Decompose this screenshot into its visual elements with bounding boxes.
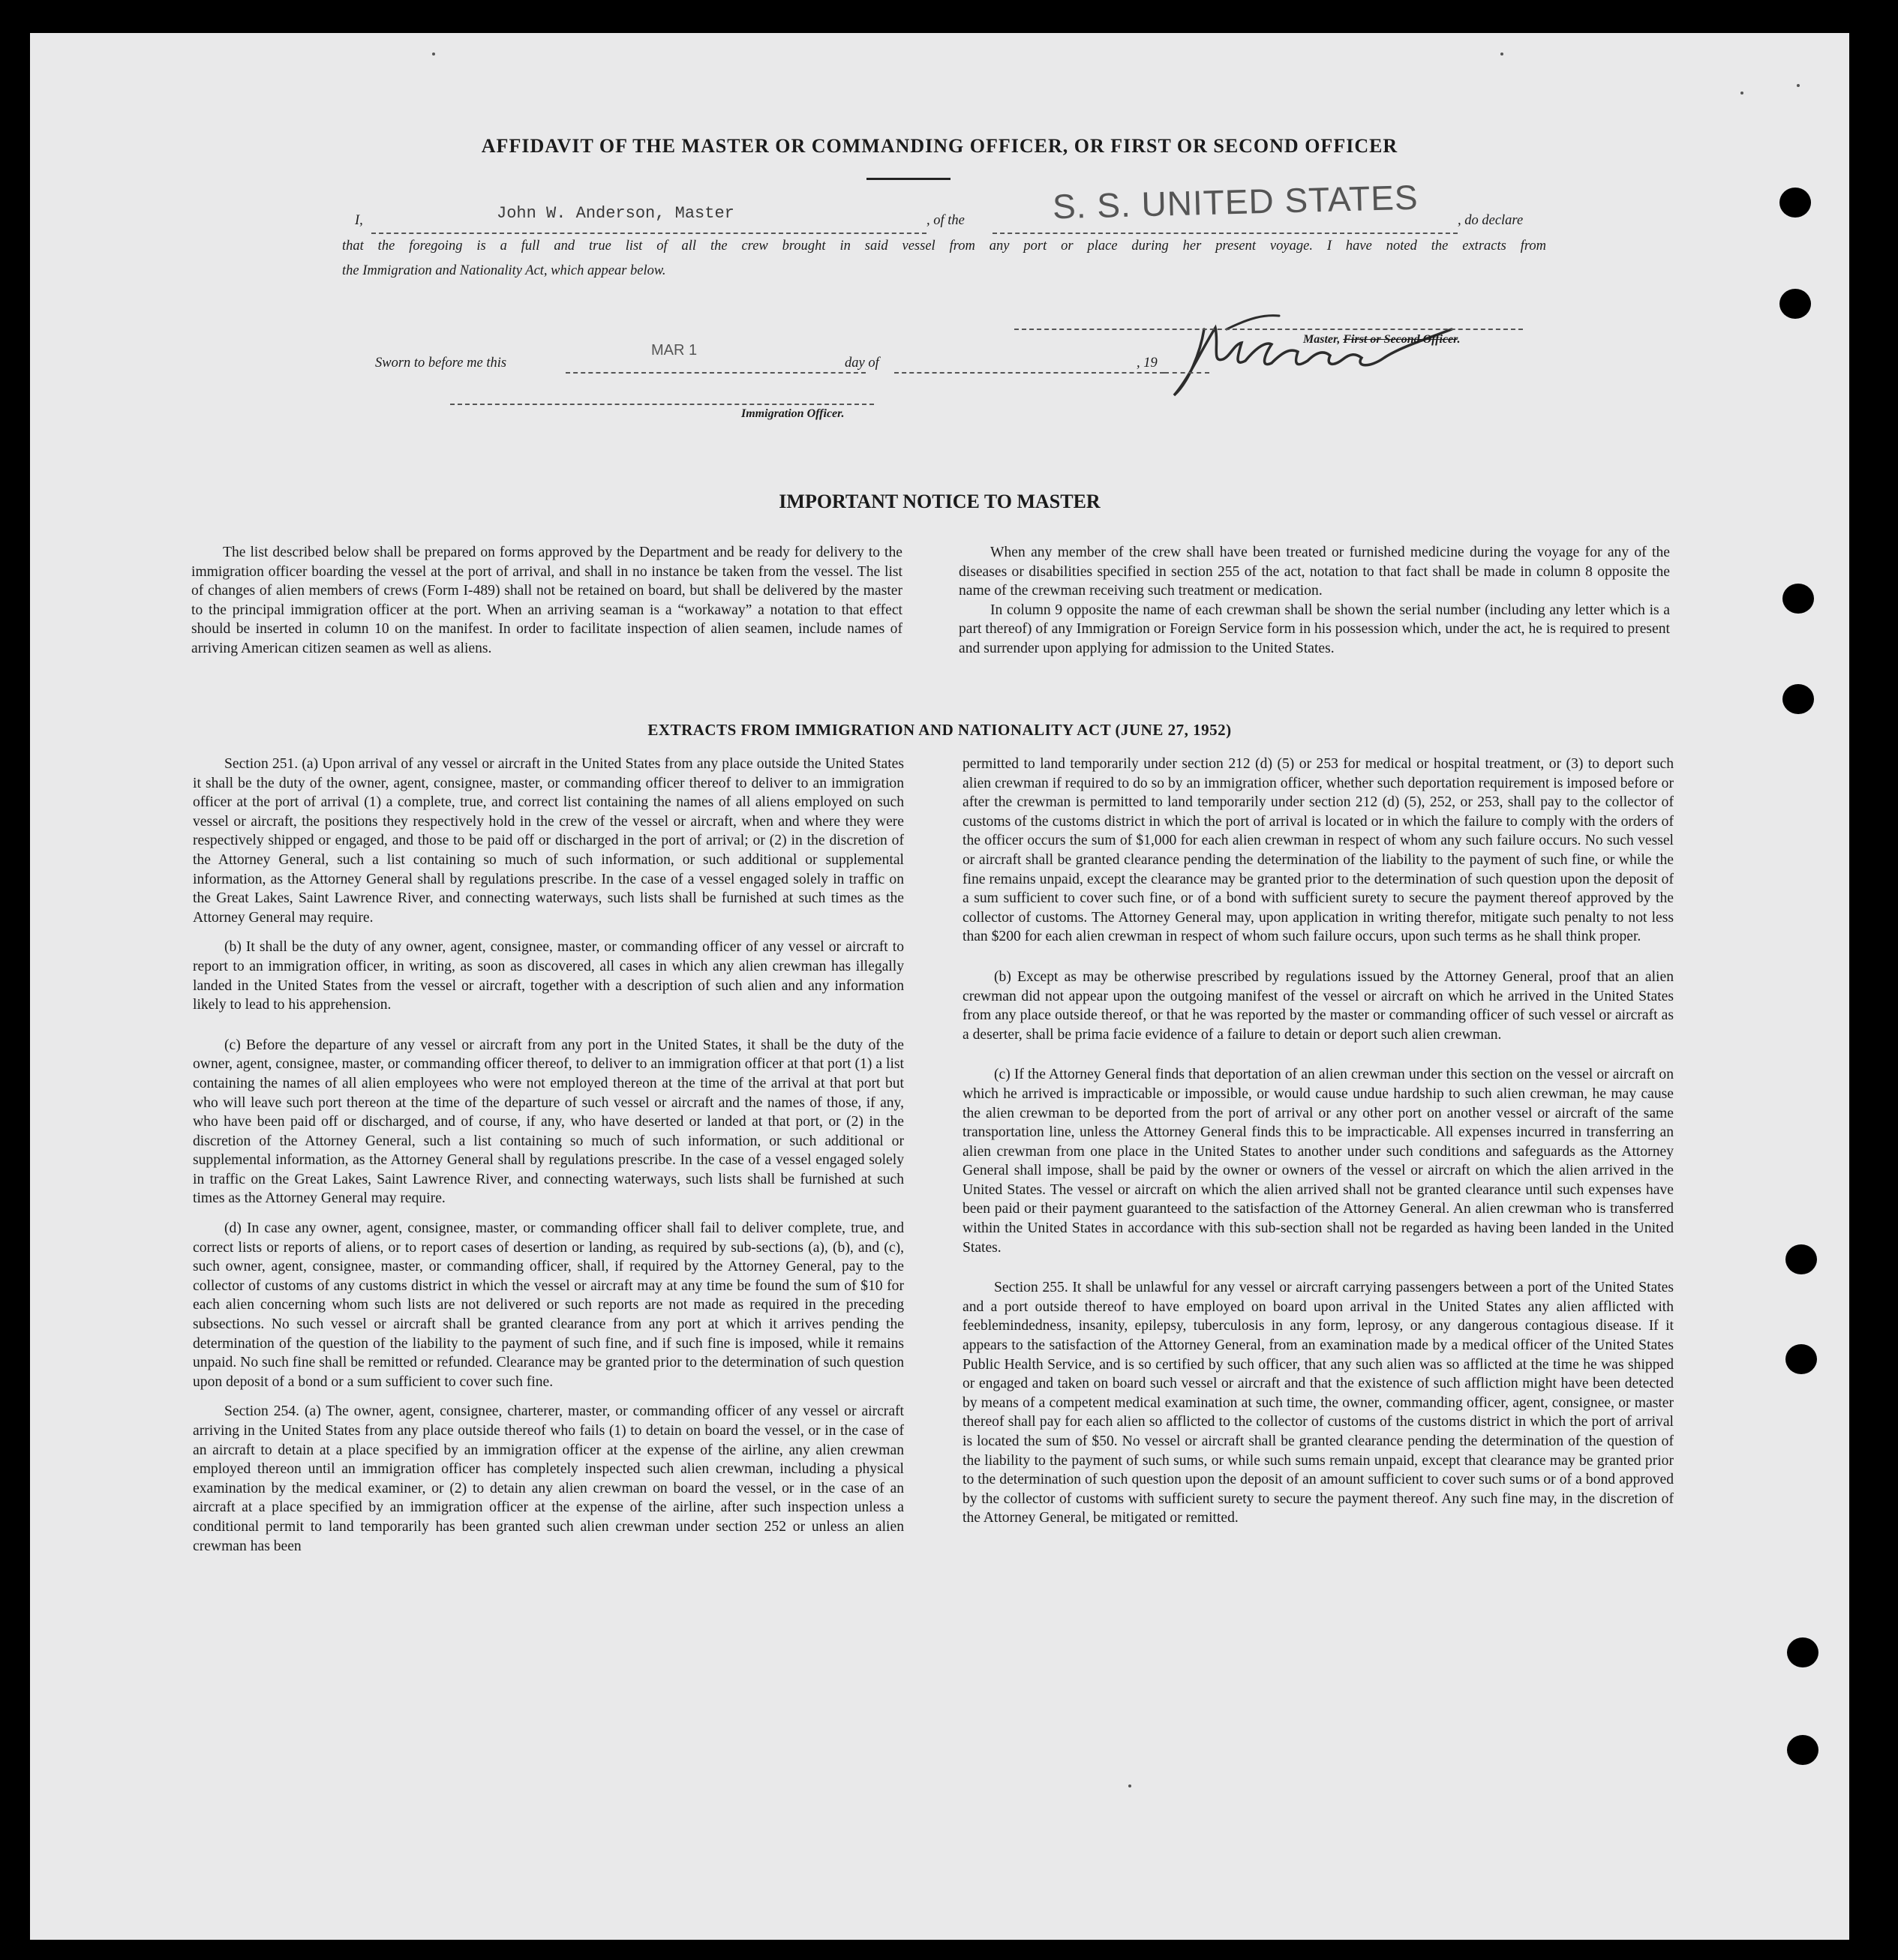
master-title	[1303, 333, 1461, 347]
sworn-date-stamp: MAR 1	[651, 342, 698, 359]
declaration-line-2: the Immigration and Nationality Act, which appear below.	[342, 263, 666, 278]
dust-speck	[432, 53, 435, 56]
extracts-left-column	[193, 755, 904, 1556]
punch-hole	[1779, 188, 1811, 218]
section-251-a: Section 251. (a) Upon arrival of any vessel or aircraft in the United States from any place outside the United States it shall be the duty of the owner, agent, consignee, master, or commanding officer thereof to deliver to an immigration officer at the port of arrival (1) a complete, true, and correct list containing the names of all aliens employed on such vessel or aircraft, the positions they respectively hold in the crew of the vessel or aircraft, when and where they were respectively shipped or engaged, and those to be paid off or discharged in the port of arrival; or (2) in the discretion of the Attorney General, such a list containing so much of such information, or such additional or supplemental information, as the Attorney General shall by regulations prescribe. In the case of a vessel engaged solely in traffic on the Great Lakes, Saint Lawrence River, and connecting waterways, such lists shall be furnished at such times as the Attorney General may require.	[193, 756, 904, 926]
section-254-c: (c) If the Attorney General finds that deportation of an alien crewman under this section on the vessel or aircraft on which he arrived is impracticable or impossible, or would cause undue hardship to such alien crewman, he may cause the alien crewman to be deported from the port of arrival or any other port on another vessel or aircraft of the same transportation line, unless the Attorney General finds this to be impracticable. All expenses incurred in transferring an alien crewman from one place in the United States to another under such conditions and safeguards as the Attorney General shall impose, shall be paid by the owner or owners of the vessel or aircraft on which the alien arrived in the United States. The vessel or aircraft on which the alien arrived shall not be granted clearance until such expenses have been paid or their payment guaranteed to the satisfaction of the Attorney General. An alien crewman who is transferred within the United States in accordance with this sub-section shall not be regarded as having been landed in the United States.	[963, 1067, 1674, 1256]
punch-hole	[1779, 289, 1811, 319]
dust-speck	[1500, 53, 1503, 56]
punch-hole	[1787, 1637, 1818, 1667]
section-255: Section 255. It shall be unlawful for any vessel or aircraft carrying passengers between a port of the United States and a port outside thereof to have employed on board upon arrival in the United States any alien afflicted with feeblemindedness, insanity, epilepsy, tuberculosis in any form, leprosy, or any dangerous contagious disease. If it appears to the satisfaction of the Attorney General, from an examination made by a medical officer of the United States Public Health Service, and is so certified by such officer, that any such alien was so afflicted at the time he was shipped or engaged and taken on board such vessel or aircraft and that the existence of such affliction might have been detected by means of a competent medical examination at such time, the owner, commanding officer, agent, consignee, or master thereof shall pay for each alien so afflicted to the collector of customs of the customs district in which the port of arrival is located the sum of $50. No vessel or aircraft shall be granted clearance pending the determination of the question of the liability to the payment of such sums, or while such sums remain unpaid, except that clearance may be granted prior to the determination of such question upon the deposit of an amount sufficient to cover such sums or of a bond approved by the collector of customs with sufficient surety to secure the payment thereof. Any such fine may, in the discretion of the Attorney General, be mitigated or remitted.	[963, 1280, 1674, 1526]
do-declare-label: , do declare	[1458, 213, 1524, 228]
section-251-d: (d) In case any owner, agent, consignee, master, or commanding officer shall fail to deliver complete, true, and correct lists or reports of aliens, or to report cases of desertion or landing, as required by sub-sections (a), (b), and (c), such owner, agent, consignee, master, or commanding officer, shall, if required by the Attorney General, pay to the collector of customs of any customs district in which the vessel or aircraft may at any time be found the sum of $10 for each alien concerning whom such lists are not delivered or such reports are not made as required in the preceding subsections. No such vessel or aircraft shall be granted clearance from any port at which it arrives pending the determination of the question of the liability to the payment of such fine, and if such fine is imposed, while it remains unpaid. No such fine shall be remitted or refunded. Clearance may be granted prior to the determination of such question upon deposit of a bond or a sum sufficient to cover such fine.	[193, 1220, 904, 1390]
immigration-officer-label: Immigration Officer.	[741, 407, 845, 420]
document-page	[30, 33, 1849, 1940]
year-line	[1164, 372, 1209, 374]
punch-hole	[1785, 1344, 1817, 1374]
section-251-c: (c) Before the departure of any vessel or aircraft from any port in the United States, it shall be the duty of the owner, agent, consignee, master, or commanding officer thereof, to deliver to an immigration officer at that port (1) a list containing the names of all alien employees who were not employed thereon at the time of the arrival at that port but who will leave such port thereon at the time of the departure of such vessel or aircraft and the names of those, if any, who have been paid off or discharged, and of course, if any, who have deserted or landed at that port, or (2) in the discretion of the Attorney General, such a list containing so much of such information, or such additional or supplemental information, as the Attorney General shall by regulations prescribe. In the case of a vessel engaged solely in traffic on the Great Lakes, Saint Lawrence River, and connecting waterways, such lists shall be furnished at such times as the Attorney General may require.	[193, 1037, 904, 1207]
master-title-struck: First or Second Officer	[1343, 333, 1458, 346]
extracts-right-column	[963, 755, 1674, 1528]
sworn-date-line	[566, 372, 866, 374]
sworn-label: Sworn to before me this	[375, 356, 507, 371]
section-254-a: Section 254. (a) The owner, agent, consignee, charterer, master, or commanding officer of any vessel or aircraft arriving in the United States from any place outside thereof who fails (1) to detain on board the vessel, or in the case of an aircraft to detain at a place specified by an immigration officer at the expense of the airline, any alien crewman employed thereon until an immigration officer has completely inspected such alien crewman, including a physical examination by the medical examiner, or (2) to detain any alien crewman on board the vessel, or in the case of an aircraft at a place specified by an immigration officer at the expense of the airline, after such inspection unless a conditional permit to land temporarily has been granted such alien crewman under section 252 or unless an alien crewman has been	[193, 1403, 904, 1554]
master-signature	[1159, 299, 1467, 401]
day-of-label: day of	[845, 356, 879, 371]
affidavit-title: AFFIDAVIT OF THE MASTER OR COMMANDING OFFICER, OR FIRST OR SECOND OFFICER	[481, 135, 1398, 157]
notice-right-column	[959, 543, 1670, 659]
punch-hole	[1787, 1735, 1818, 1765]
vessel-name-stamp: S. S. UNITED STATES	[1052, 177, 1419, 227]
section-254-a-continued: permitted to land temporarily under section 212 (d) (5) or 253 for medical or hospital treatment, or (3) to deport such alien crewman if required to do so by an immigration officer, whether such deportation requirement is imposed before or after the crewman is permitted to land temporarily under section 212 (d) (5), 252, or 253, shall pay to the collector of customs of the customs district in which the port of arrival is located or in which the failure to comply with the orders of the officer occurs the sum of $1,000 for each alien crewman in respect of whom any such failure occurs. No such vessel or aircraft shall be granted clearance pending the determination of the liability to the payment of such fine, or while the fine remains unpaid, except the clearance may be granted prior to the determination of such question upon the deposit of a sum sufficient to cover such fine, or of a bond with sufficient surety to secure the payment thereof approved by the collector of customs. The Attorney General may, upon application in writing therefor, mitigate such penalty to not less than $200 for each alien crewman in respect of whom such failure occurs, upon such terms as he shall think proper.	[963, 756, 1674, 945]
section-254-b: (b) Except as may be otherwise prescribed by regulations issued by the Attorney General, proof that an alien crewman did not appear upon the outgoing manifest of the vessel or aircraft on which he arrived in the United States from any place outside thereof, or that he was reported by the master or commanding officer of such vessel or aircraft as a deserter, shall be prima facie evidence of a failure to detain or deport such alien crewman.	[963, 968, 1674, 1043]
dust-speck	[1797, 84, 1800, 87]
i-label: I,	[355, 213, 363, 228]
signature-line	[1014, 329, 1523, 330]
title-rule	[866, 178, 951, 180]
dust-speck	[1740, 92, 1743, 95]
month-line	[894, 372, 1164, 374]
notice-left-column	[191, 543, 902, 659]
year-label: , 19	[1137, 356, 1158, 371]
notice-right-paragraph-2: In column 9 opposite the name of each crewman shall be shown the serial number (including any letter which is a part thereof) of any Immigration or Foreign Service form in his possession which, under the act, he is required to present and surrender upon applying for admission to the United States.	[959, 602, 1670, 656]
master-name: John W. Anderson, Master	[497, 204, 734, 223]
notice-right-paragraph-1: When any member of the crew shall have been treated or furnished medicine during the voyage for any of the diseases or disabilities specified in section 255 of the act, notation to that fact shall be made in column 8 opposite the name of the crewman receiving such treatment or medication.	[959, 545, 1670, 599]
punch-hole	[1782, 684, 1814, 714]
immigration-officer-line	[450, 404, 874, 405]
master-name-line	[371, 233, 926, 234]
of-the-label: , of the	[926, 213, 965, 228]
vessel-name-line	[993, 233, 1458, 234]
dust-speck	[1128, 1784, 1131, 1787]
punch-hole	[1782, 584, 1814, 614]
master-title-suffix: .	[1457, 333, 1461, 346]
declaration-line-1: that the foregoing is a full and true list of all the crew brought in said vessel from any port or place during her present voyage. I have noted the extracts from	[342, 239, 1546, 254]
notice-title: IMPORTANT NOTICE TO MASTER	[779, 491, 1101, 512]
punch-hole	[1785, 1244, 1817, 1274]
section-251-b: (b) It shall be the duty of any owner, agent, consignee, master, or commanding officer of any vessel or aircraft to report to an immigration officer, in writing, as soon as discovered, all cases in which any alien crewman has illegally landed in the United States from the vessel or aircraft, together with a description of such alien and any information likely to lead to his apprehension.	[193, 939, 904, 1013]
extracts-title: EXTRACTS FROM IMMIGRATION AND NATIONALITY ACT (JUNE 27, 1952)	[647, 721, 1232, 739]
master-title-prefix: Master,	[1303, 333, 1344, 346]
notice-left-paragraph: The list described below shall be prepared on forms approved by the Department and be ready for delivery to the immigration officer boarding the vessel at the port of arrival, and shall in no instance be taken from the vessel. The list of changes of alien members of crews (Form I-489) shall not be retained on board, but shall be delivered by the master to the principal immigration officer at the port. When an arriving seaman is a “workaway” a notation to that effect should be inserted in column 10 on the manifest. In order to facilitate inspection of alien seamen, include names of arriving American citizen seamen as well as aliens.	[191, 545, 902, 656]
